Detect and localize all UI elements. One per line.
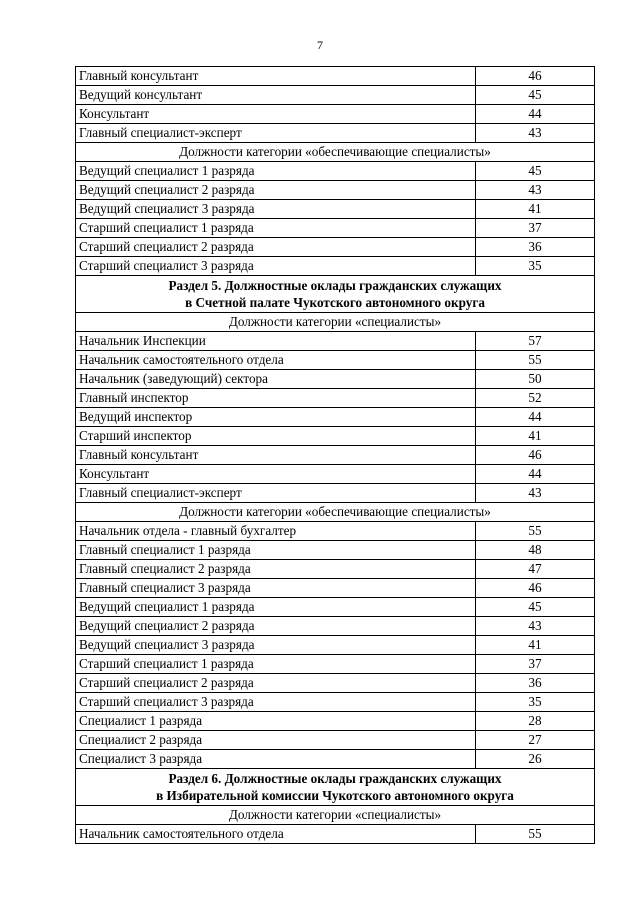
salary-value: 41 bbox=[476, 636, 595, 655]
salary-value: 43 bbox=[476, 617, 595, 636]
position-name: Главный консультант bbox=[76, 67, 476, 86]
salary-value: 41 bbox=[476, 427, 595, 446]
salary-value: 46 bbox=[476, 579, 595, 598]
position-name: Ведущий специалист 3 разряда bbox=[76, 200, 476, 219]
section-subtitle-line: в Счетной палате Чукотского автономного округа bbox=[185, 295, 485, 310]
section-subtitle-line: в Избирательной комиссии Чукотского автономного округа bbox=[156, 788, 514, 803]
position-name: Специалист 1 разряда bbox=[76, 712, 476, 731]
salary-value: 55 bbox=[476, 522, 595, 541]
table-row bbox=[76, 636, 595, 655]
salary-value: 35 bbox=[476, 693, 595, 712]
table-row bbox=[76, 351, 595, 370]
salary-value: 37 bbox=[476, 219, 595, 238]
salary-value: 55 bbox=[476, 825, 595, 844]
salary-value: 44 bbox=[476, 408, 595, 427]
position-name: Консультант bbox=[76, 105, 476, 124]
position-name: Начальник самостоятельного отдела bbox=[76, 351, 476, 370]
salary-table bbox=[75, 66, 595, 844]
salary-value: 43 bbox=[476, 124, 595, 143]
salary-value: 36 bbox=[476, 238, 595, 257]
position-name: Начальник отдела - главный бухгалтер bbox=[76, 522, 476, 541]
table-row bbox=[76, 693, 595, 712]
salary-value: 46 bbox=[476, 446, 595, 465]
table-row bbox=[76, 408, 595, 427]
category-row bbox=[76, 503, 595, 522]
position-name: Специалист 3 разряда bbox=[76, 750, 476, 769]
position-name: Ведущий специалист 1 разряда bbox=[76, 162, 476, 181]
position-name: Главный консультант bbox=[76, 446, 476, 465]
table-row bbox=[76, 750, 595, 769]
category-row bbox=[76, 313, 595, 332]
table-row bbox=[76, 370, 595, 389]
page-number: 7 bbox=[317, 38, 323, 52]
salary-value: 43 bbox=[476, 484, 595, 503]
position-name: Ведущий специалист 3 разряда bbox=[76, 636, 476, 655]
position-name: Начальник Инспекции bbox=[76, 332, 476, 351]
position-name: Главный специалист 3 разряда bbox=[76, 579, 476, 598]
table-row bbox=[76, 655, 595, 674]
table-row bbox=[76, 219, 595, 238]
salary-value: 27 bbox=[476, 731, 595, 750]
position-name: Старший специалист 2 разряда bbox=[76, 674, 476, 693]
position-name: Ведущий специалист 2 разряда bbox=[76, 181, 476, 200]
table-row bbox=[76, 825, 595, 844]
table-row bbox=[76, 484, 595, 503]
salary-value: 55 bbox=[476, 351, 595, 370]
table-row bbox=[76, 162, 595, 181]
salary-value: 45 bbox=[476, 598, 595, 617]
table-row bbox=[76, 446, 595, 465]
table-row bbox=[76, 598, 595, 617]
table-row bbox=[76, 389, 595, 408]
table-row bbox=[76, 731, 595, 750]
table-row bbox=[76, 124, 595, 143]
salary-value: 37 bbox=[476, 655, 595, 674]
table-row bbox=[76, 332, 595, 351]
salary-value: 35 bbox=[476, 257, 595, 276]
table-row bbox=[76, 712, 595, 731]
salary-value: 48 bbox=[476, 541, 595, 560]
table-row bbox=[76, 105, 595, 124]
table-row bbox=[76, 181, 595, 200]
salary-value: 46 bbox=[476, 67, 595, 86]
salary-table-body bbox=[76, 67, 595, 844]
position-name: Ведущий специалист 2 разряда bbox=[76, 617, 476, 636]
position-name: Старший специалист 3 разряда bbox=[76, 693, 476, 712]
position-name: Ведущий специалист 1 разряда bbox=[76, 598, 476, 617]
salary-value: 44 bbox=[476, 105, 595, 124]
table-row bbox=[76, 522, 595, 541]
table-row bbox=[76, 86, 595, 105]
category-heading: Должности категории «специалисты» bbox=[76, 313, 595, 332]
position-name: Ведущий инспектор bbox=[76, 408, 476, 427]
position-name: Ведущий консультант bbox=[76, 86, 476, 105]
salary-value: 47 bbox=[476, 560, 595, 579]
section-row bbox=[76, 276, 595, 313]
salary-value: 26 bbox=[476, 750, 595, 769]
position-name: Старший инспектор bbox=[76, 427, 476, 446]
section-heading bbox=[76, 276, 595, 313]
salary-value: 36 bbox=[476, 674, 595, 693]
position-name: Главный инспектор bbox=[76, 389, 476, 408]
salary-value: 45 bbox=[476, 162, 595, 181]
category-row bbox=[76, 143, 595, 162]
table-row bbox=[76, 427, 595, 446]
section-title-line: Раздел 5. Должностные оклады гражданских служащих bbox=[168, 278, 502, 293]
salary-value: 45 bbox=[476, 86, 595, 105]
salary-value: 50 bbox=[476, 370, 595, 389]
section-row bbox=[76, 769, 595, 806]
position-name: Главный специалист 1 разряда bbox=[76, 541, 476, 560]
category-row bbox=[76, 806, 595, 825]
table-row bbox=[76, 200, 595, 219]
salary-value: 57 bbox=[476, 332, 595, 351]
position-name: Главный специалист-эксперт bbox=[76, 484, 476, 503]
position-name: Начальник самостоятельного отдела bbox=[76, 825, 476, 844]
table-row bbox=[76, 674, 595, 693]
table-row bbox=[76, 560, 595, 579]
position-name: Главный специалист-эксперт bbox=[76, 124, 476, 143]
position-name: Специалист 2 разряда bbox=[76, 731, 476, 750]
table-row bbox=[76, 465, 595, 484]
table-row bbox=[76, 541, 595, 560]
table-row bbox=[76, 67, 595, 86]
position-name: Начальник (заведующий) сектора bbox=[76, 370, 476, 389]
category-heading: Должности категории «обеспечивающие специалисты» bbox=[76, 143, 595, 162]
position-name: Старший специалист 2 разряда bbox=[76, 238, 476, 257]
position-name: Главный специалист 2 разряда bbox=[76, 560, 476, 579]
position-name: Старший специалист 1 разряда bbox=[76, 655, 476, 674]
section-title-line: Раздел 6. Должностные оклады гражданских служащих bbox=[168, 771, 502, 786]
salary-value: 52 bbox=[476, 389, 595, 408]
section-heading bbox=[76, 769, 595, 806]
position-name: Старший специалист 3 разряда bbox=[76, 257, 476, 276]
position-name: Консультант bbox=[76, 465, 476, 484]
category-heading: Должности категории «специалисты» bbox=[76, 806, 595, 825]
table-row bbox=[76, 238, 595, 257]
category-heading: Должности категории «обеспечивающие специалисты» bbox=[76, 503, 595, 522]
salary-value: 44 bbox=[476, 465, 595, 484]
table-row bbox=[76, 257, 595, 276]
salary-value: 28 bbox=[476, 712, 595, 731]
position-name: Старший специалист 1 разряда bbox=[76, 219, 476, 238]
salary-value: 41 bbox=[476, 200, 595, 219]
salary-value: 43 bbox=[476, 181, 595, 200]
table-row bbox=[76, 617, 595, 636]
table-row bbox=[76, 579, 595, 598]
